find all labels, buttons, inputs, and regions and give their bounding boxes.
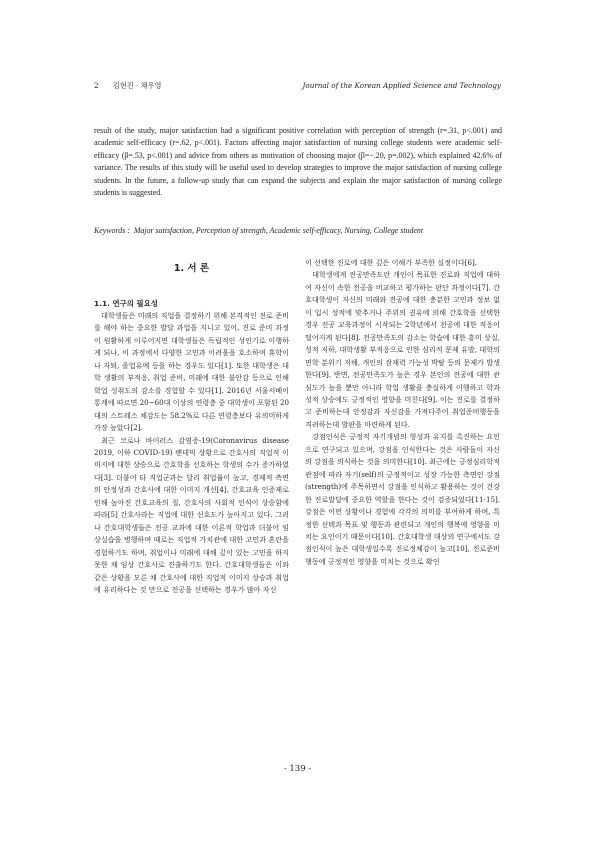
paragraph: 최근 코로나 바이러스 감염증-19(Coronavirus disease 2019, 이하 COVID-19) 팬데믹 상황으로 간호사의 직업적 이미지에 대한 상승으로 간호학을 선호하는 학생의 수가 증가하였다[3]. 더불어 타 직업군과는 달리 취업률이 높고, 경제적 측면의 안정성과 간호사에 대한 이미지 개선[4], 간호교육 인증제로 인해 높아진 간호교육의 질, 간호사의 사회적 인식이 상승함에 따라[5] 간호사라는 직업에 대한 선호도가 높아지고 있다. 그러나 간호대학생들은 전공 교과에 대한 이론적 학업과 더불어 임상실습을 병행하며 때로는 직업적 가치관에 대한 고민과 혼란을 경험하기도 하며, 취업이나 미래에 대해 깊이 있는 고민을 하지 못한 채 임상 간호사로 진출하기도 한다. 간호대학생들은 이와 같은 상황을 모른 채 간호사에 대한 직업적 이미지 상승과 취업에 유리하다는 것 만으로 전공을 선택하는 경우가 많아 자신 bbox=[94, 435, 289, 594]
right-column bbox=[305, 257, 500, 568]
abstract bbox=[94, 125, 502, 199]
page-footer: - 139 - bbox=[283, 764, 312, 774]
keywords bbox=[94, 225, 502, 237]
paragraph: 강점인식은 긍정적 자기개념의 형성과 유지를 촉진하는 요인으로 연구되고 있으며, 강점을 인식한다는 것은 사람들이 자신의 강점을 의식하는 것을 의미한다[10]. 최근에는 긍정심리학적 관점에 따라 자기(self)의 긍정적이고 성장 가능한 측면인 강점(strength)에 주목하면서 강점을 인식하고 활용하는 것이 건강한 진로발달에 중요한 역할을 한다는 것이 검증되었다[11-15]. 강점은 어떤 상황이나 경험에 각각의 의미를 부여하게 하며, 특정한 선택과 목표 및 행동과 관련되고 개인의 행복에 영향을 미치는 요인이기 때문이다[10]. 간호대학생 대상의 연구에서도 강점인식이 높은 대학생일수록 진로정체감이 높고[10], 진로준비행동에 긍정적인 영향을 미치는 것으로 확인 bbox=[305, 432, 500, 566]
paragraph: 대학생에게 전공만족도란 개인이 목표한 진로와 직업에 대하여 자신이 속한 전공을 비교하고 평가하는 판단 과정이다[7]. 간호대학생이 자신의 미래와 전공에 대한 충분한 고민과 정보 없이 입시 성적에 맞추거나 주위의 권유에 의해 간호학을 선택한 경우 전공 교육과정이 시작되는 2학년에서 전공에 대한 적응이 떨어지게 된다[8]. 전공만족도의 감소는 학습에 대한 흥미 상실, 성적 저하, 대학생활 부적응으로 인한 심리적 문제 유발, 대학의 면학 분위기 저해, 개인의 잠재력 가능성 박탈 등의 문제가 발생한다[9]. 반면, 전공만족도가 높은 경우 본인의 전공에 대한 관심도가 높을 뿐만 아니라 학업 생활을 충실하게 이행하고 학과 성적 상승에도 긍정적인 영향을 미친다[9]. 이는 진로를 결정하고 준비하는데 안정감과 자신감을 가져다주어 취업준비행동을 격려하는데 발판을 마련하게 된다. bbox=[305, 270, 500, 429]
header-journal: Journal of the Korean Applied Science and Technology bbox=[302, 81, 501, 90]
keywords-label: Keywords : bbox=[94, 226, 130, 235]
keywords-text: Major satisfaction, Perception of strength, Academic self-efficacy, Nursing, College student bbox=[133, 226, 424, 235]
paragraph: 대학생들은 미래의 직업을 결정하기 위해 본격적인 진로 준비를 해야 하는 중요한 발달 과업을 지니고 있어, 진로 준비 과정이 원활하게 이루어지면 대학생들은 독립적인 성인기로 이행하게 되나, 이 과정에서 다양한 고민과 어려움을 호소하며 휴학이나 자퇴, 졸업유예 등을 하는 경우도 있다[1]. 또한 대학생은 대학 생활의 부적응, 취업 준비, 미래에 대한 불안감 등으로 인해 학업 성취도의 감소를 경험할 수 있다[1]. 2016년 서울서베이 통계에 따르면 20~60대 이상의 연령층 중 대학생이 포함된 20대의 스트레스 체감도는 58.2%로 다른 연령층보다 유의미하게 가장 높았다[2]. bbox=[94, 311, 289, 433]
header-page-number: 2 bbox=[94, 81, 99, 90]
running-header bbox=[94, 81, 501, 95]
abstract-text: result of the study, major satisfaction had a significant positive correlation with perception of strength (r=.31, p<.001) and academic self-efficacy (r=.62, p<.001). Factors affecting major satisfaction of nursing college students were academic self-efficacy (β=.53, p<.001) and advice from others as motivation of choosing major (β=−.20, p=.002), which explained 42.6% of variance. The results of this study will be useful used to develop strategies to improve the major satisfaction of nursing college students. In the future, a follow-up study that can expand the subjects and explain the major satisfaction of nursing college students is suggested. bbox=[94, 126, 502, 198]
subsection-title: 1.1. 연구의 필요성 bbox=[94, 299, 158, 308]
header-authors: 김현진 · 채우영 bbox=[112, 81, 162, 90]
left-column bbox=[94, 257, 289, 596]
header-left bbox=[94, 81, 161, 91]
section-title: 1. 서 론 bbox=[173, 263, 210, 274]
paragraph: 이 선택한 진로에 대한 깊은 이해가 부족한 실정이다[6]. bbox=[305, 258, 477, 267]
